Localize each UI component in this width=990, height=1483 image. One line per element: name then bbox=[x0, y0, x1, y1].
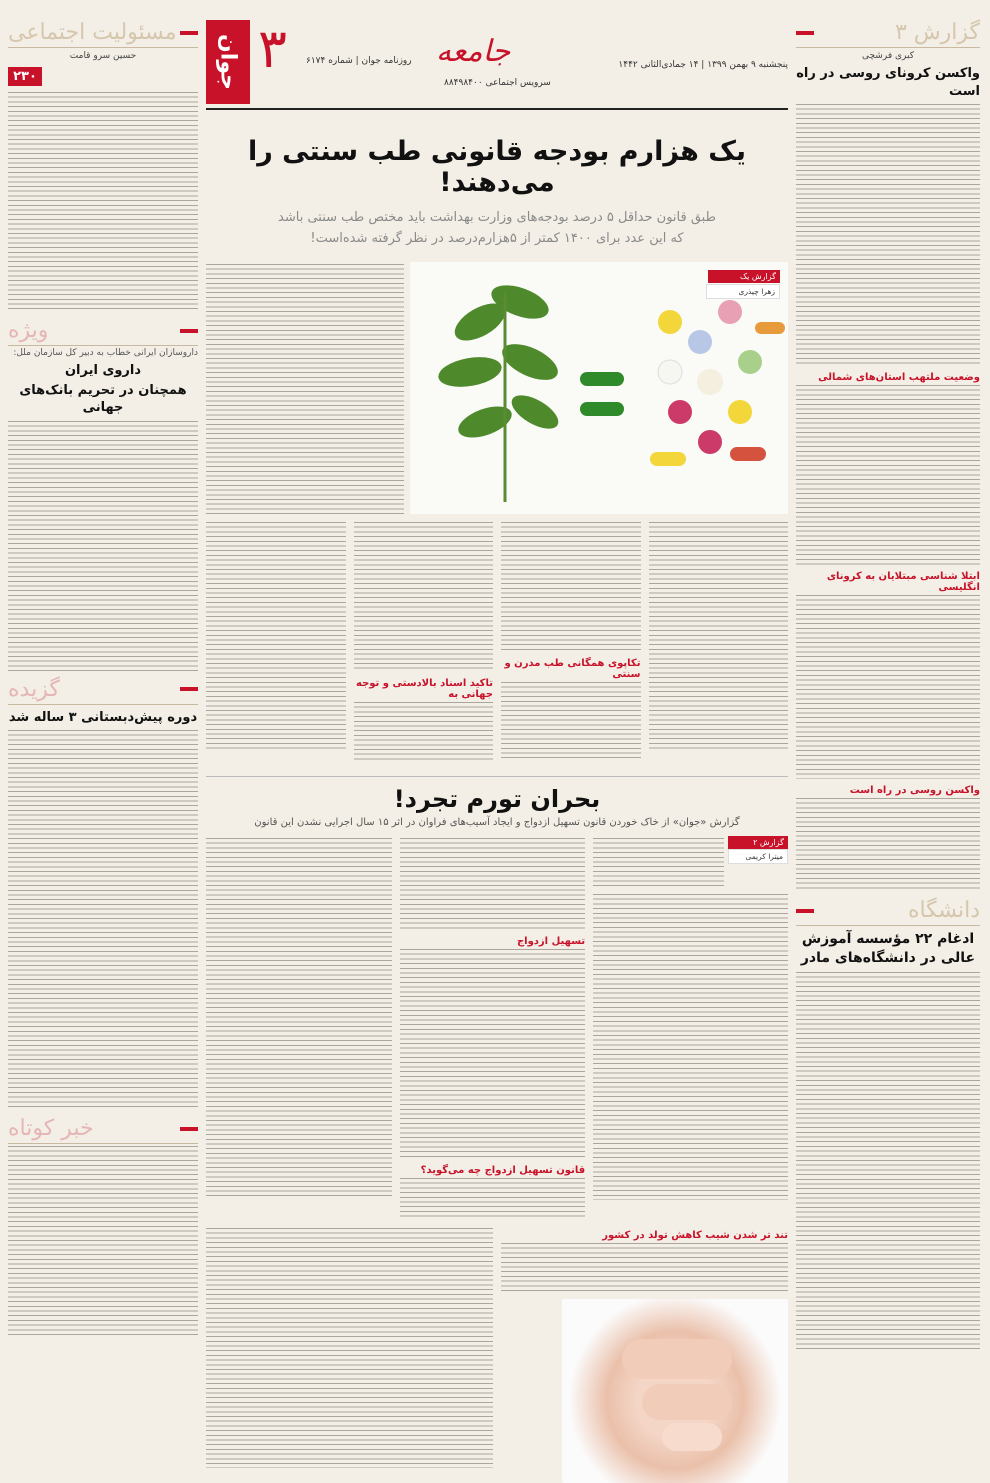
article-text bbox=[796, 595, 980, 779]
article-text bbox=[796, 798, 980, 890]
second-story-columns bbox=[206, 836, 788, 1224]
report-section-title: گزارش ۳ bbox=[894, 20, 980, 45]
lead-text-column bbox=[206, 262, 404, 520]
article-text bbox=[8, 1146, 198, 1336]
story-column bbox=[354, 520, 494, 768]
story-column bbox=[501, 1226, 788, 1483]
main-subhead-1: تکاپوی همگانی طب مدرن و سنتی bbox=[504, 657, 641, 680]
article-text bbox=[593, 838, 724, 886]
main-subheadline: طبق قانون حداقل ۵ درصد بودجه‌های وزارت بهداشت باید مختص طب سنتی باشد که این عدد برای ۱۴۰۰ کمتر از ۵هزارم‌درصد در نظر گرفته شده‌است! bbox=[278, 210, 716, 246]
article-text bbox=[796, 104, 980, 366]
story-column bbox=[206, 520, 346, 768]
article-text bbox=[8, 421, 198, 671]
hand-shape bbox=[622, 1339, 732, 1379]
article-text bbox=[501, 522, 641, 652]
main-story-columns bbox=[206, 520, 788, 768]
university-section-header bbox=[796, 898, 980, 926]
vaccine-subhead-3: واکسن روسی در راه است bbox=[849, 785, 980, 797]
social-section-title: مسئولیت اجتماعی bbox=[8, 20, 177, 45]
main-area bbox=[206, 17, 788, 1483]
main-subhead-2: تاکید اسناد بالادستی و توجه جهانی به bbox=[356, 677, 493, 700]
second-story-bottom bbox=[206, 1226, 788, 1483]
section-contact: سرویس اجتماعی ۸۸۴۹۸۴۰۰ bbox=[444, 78, 551, 88]
article-text bbox=[796, 972, 980, 1352]
story-column bbox=[206, 1226, 493, 1483]
drug-headline-2: همچنان در تحریم بانک‌های جهانی bbox=[19, 382, 187, 416]
article-text bbox=[354, 702, 494, 762]
section-mark bbox=[796, 31, 814, 35]
article-text bbox=[206, 264, 404, 514]
report-author: کبری فرشچی bbox=[862, 51, 914, 61]
second-subhead-2: تند تر شدن شیب کاهش تولد در کشور bbox=[602, 1229, 788, 1241]
drug-headline: داروی ایران bbox=[64, 363, 142, 378]
lead-image-row bbox=[206, 262, 788, 516]
story-column bbox=[593, 836, 788, 1224]
dateline: پنجشنبه ۹ بهمن ۱۳۹۹ | ۱۴ جمادی‌الثانی ۱۴۴۲ bbox=[618, 60, 788, 70]
article-text bbox=[501, 682, 641, 762]
vaccine-headline: واکسن کرونای روسی در راه است bbox=[796, 66, 980, 99]
second-subhead-1: تسهیل ازدواج bbox=[516, 935, 586, 947]
short-news-section-header bbox=[8, 1116, 198, 1144]
article-text bbox=[400, 838, 586, 930]
section-mark bbox=[796, 909, 814, 913]
reporter-box bbox=[593, 836, 788, 892]
article-text bbox=[206, 838, 392, 1198]
social-section-header bbox=[8, 20, 198, 48]
article-text bbox=[8, 92, 198, 312]
herbs-and-pills-photo bbox=[410, 262, 788, 514]
article-text bbox=[649, 522, 789, 750]
hands-photo bbox=[562, 1299, 788, 1483]
special-section-title: ویژه bbox=[8, 318, 49, 343]
section-mark bbox=[180, 31, 198, 35]
section-name: جامعه bbox=[436, 34, 511, 69]
article-text bbox=[593, 894, 788, 1200]
story-column bbox=[501, 520, 641, 768]
article-text bbox=[206, 1228, 493, 1468]
reporter-name: زهرا چیذری bbox=[706, 284, 780, 299]
section-mark bbox=[180, 329, 198, 333]
second-subheadline: گزارش «جوان» از خاک خوردن قانون تسهیل ازدواج و ایجاد آسیب‌های فراوان در اثر ۱۵ سال اجرایی نشدن این قانون bbox=[254, 816, 740, 828]
second-subhead-3: قانون تسهیل ازدواج چه می‌گوید؟ bbox=[420, 1164, 586, 1176]
article-text bbox=[501, 1243, 788, 1293]
page-number: ۳ bbox=[258, 17, 288, 80]
vaccine-subhead-2: ابتلا شناسی مبتلایان به کرونای انگلیسی bbox=[826, 571, 980, 594]
story-column bbox=[649, 520, 789, 768]
reporter-label-2: گزارش ۲ bbox=[728, 836, 788, 849]
university-headline: ادغام ۲۲ مؤسسه آموزش عالی در دانشگاه‌های مادر bbox=[800, 931, 976, 966]
article-text bbox=[400, 1178, 586, 1218]
main-headline: یک هزارم بودجه قانونی طب سنتی را می‌دهند! bbox=[247, 136, 747, 198]
newspaper-logo: جوان bbox=[206, 20, 250, 104]
second-headline: بحران تورم تجرد! bbox=[393, 784, 601, 813]
reporter-name-2: میترا کریمی bbox=[728, 849, 788, 864]
special-section-header bbox=[8, 318, 198, 346]
article-text bbox=[206, 522, 346, 750]
story-column bbox=[400, 836, 586, 1224]
story-divider bbox=[206, 776, 788, 777]
drug-kicker: داروسازان ایرانی خطاب به دبیر کل سازمان ملل: bbox=[13, 348, 198, 358]
section-mark bbox=[180, 1127, 198, 1131]
reporter-label: گزارش یک bbox=[708, 270, 780, 283]
hand-shape bbox=[642, 1384, 732, 1420]
article-text bbox=[354, 522, 494, 672]
selected-section-title: گزیده bbox=[8, 676, 60, 702]
issue-number: روزنامه جوان | شماره ۶۱۷۴ bbox=[306, 56, 412, 66]
preschool-headline: دوره پیش‌دبستانی ۳ ساله شد bbox=[8, 709, 198, 725]
masthead bbox=[206, 17, 788, 110]
herbs-and-pills-illustration bbox=[410, 262, 788, 514]
article-text bbox=[400, 949, 586, 1159]
article-text bbox=[8, 730, 198, 1110]
social-author: حسین سرو قامت bbox=[69, 51, 137, 61]
baby-hand-shape bbox=[662, 1423, 722, 1451]
right-column bbox=[796, 20, 980, 1358]
report-section-header bbox=[796, 20, 980, 48]
vaccine-subhead-1: وضعیت ملتهب استان‌های شمالی bbox=[818, 372, 980, 384]
left-column bbox=[8, 20, 198, 1342]
section-mark bbox=[180, 687, 198, 691]
university-section-title: دانشگاه bbox=[907, 898, 980, 924]
article-text bbox=[796, 385, 980, 565]
short-news-section-title: خبر کوتاه bbox=[8, 1116, 94, 1142]
selected-section-header bbox=[8, 677, 198, 705]
story-column bbox=[206, 836, 392, 1224]
count-badge: ۲۳۰ bbox=[8, 67, 42, 86]
